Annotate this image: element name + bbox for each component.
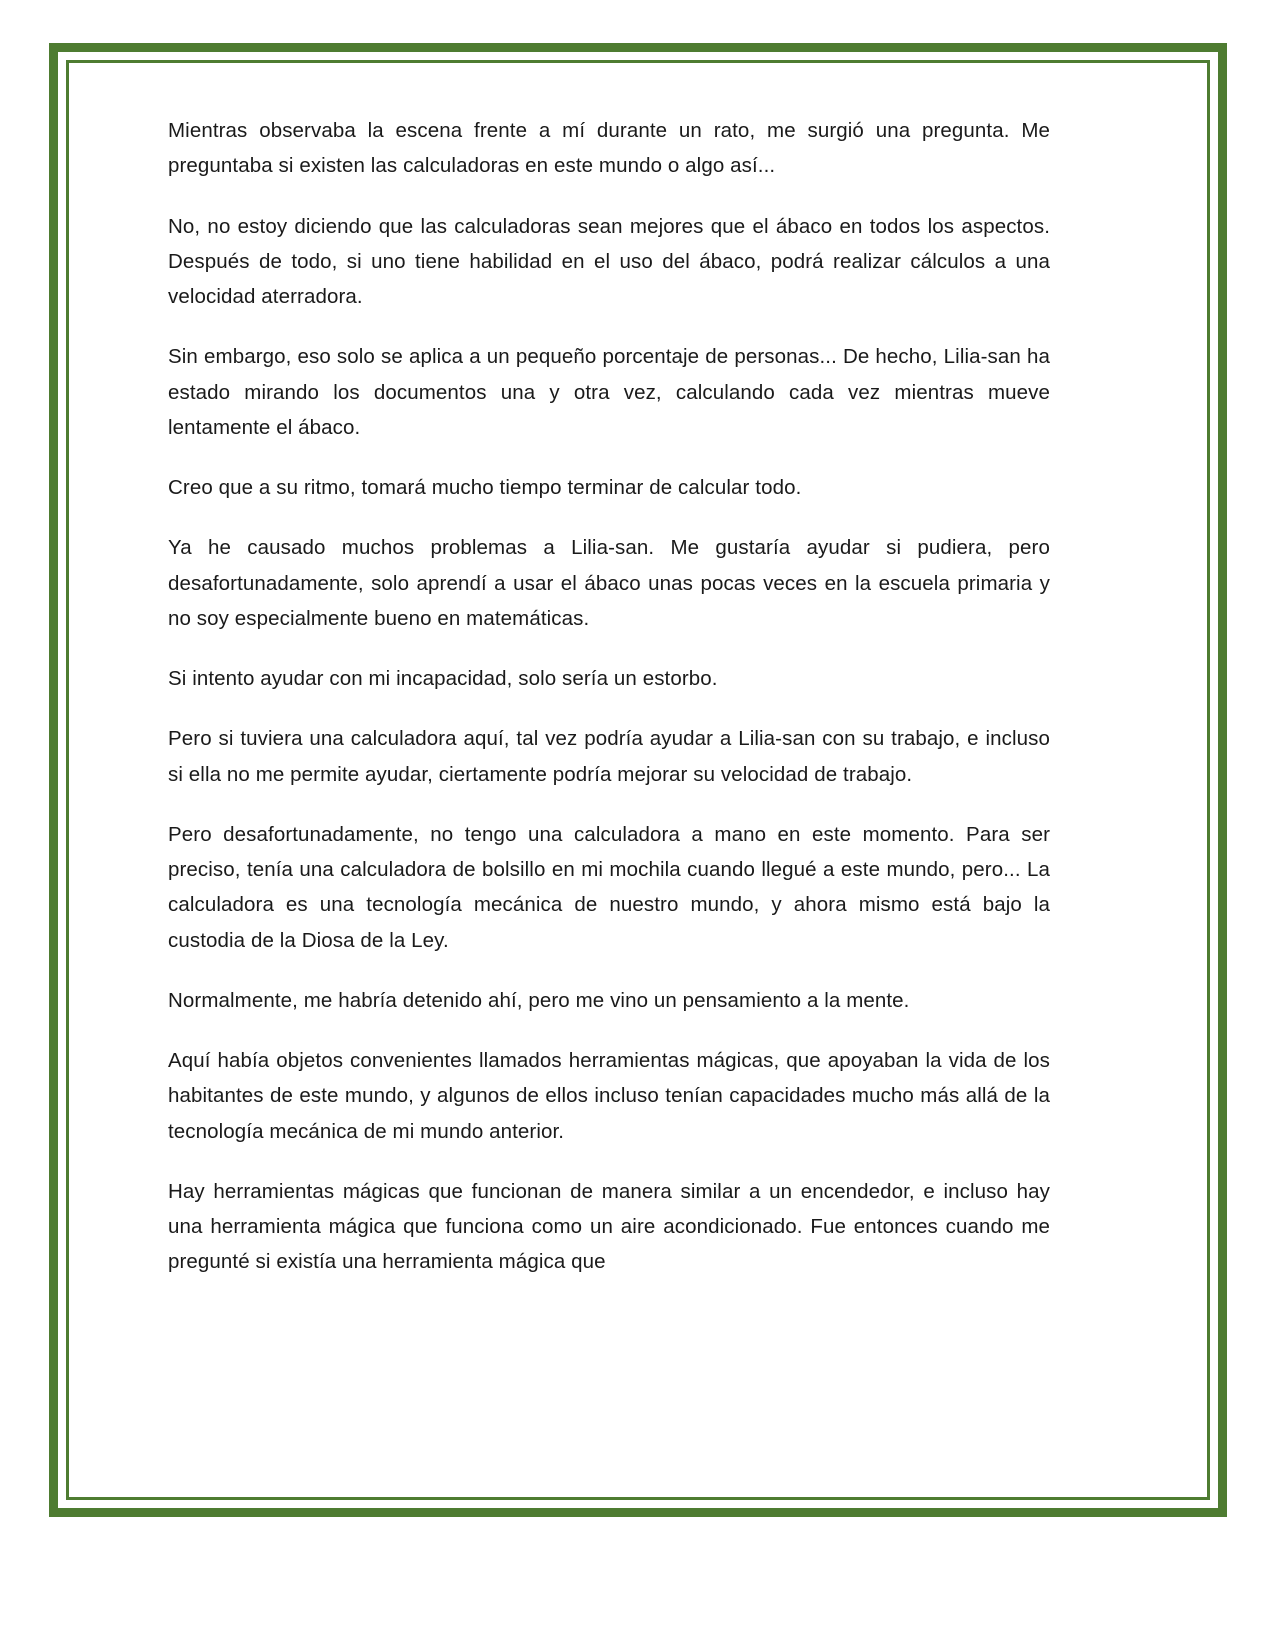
paragraph: No, no estoy diciendo que las calculadoras sean mejores que el ábaco en todos los aspectos. Después de todo, si uno tiene habilidad en el uso del ábaco, podrá realizar cálculos a una velocidad aterradora. — [168, 214, 1050, 308]
paragraph: Ya he causado muchos problemas a Lilia-san. Me gustaría ayudar si pudiera, pero desafortunadamente, solo aprendí a usar el ábaco unas pocas veces en la escuela primaria y no soy especialmente bueno en matemáticas. — [168, 536, 1050, 630]
paragraph: Mientras observaba la escena frente a mí durante un rato, me surgió una pregunta. Me preguntaba si existen las calculadoras en este mundo o algo así... — [168, 119, 1050, 178]
paragraph: Sin embargo, eso solo se aplica a un pequeño porcentaje de personas... De hecho, Lilia-san ha estado mirando los documentos una y otra vez, calculando cada vez mientras mueve lentamente el ábaco. — [168, 345, 1050, 439]
paragraph: Aquí había objetos convenientes llamados herramientas mágicas, que apoyaban la vida de los habitantes de este mundo, y algunos de ellos incluso tenían capacidades mucho más allá de la tecnología mecánica de mi mundo anterior. — [168, 1049, 1050, 1143]
paragraph: Hay herramientas mágicas que funcionan de manera similar a un encendedor, e incluso hay una herramienta mágica que funciona como un aire acondicionado. Fue entonces cuando me pregunté si existía una herramienta mágica que — [168, 1179, 1050, 1274]
paragraph: Pero desafortunadamente, no tengo una calculadora a mano en este momento. Para ser preciso, tenía una calculadora de bolsillo en mi mochila cuando llegué a este mundo, pero... La calculadora es una tecnología mecánica de nuestro mundo, y ahora mismo está bajo la custodia de la Diosa de la Ley. — [168, 822, 1050, 952]
document-body — [168, 113, 1050, 1280]
paragraph: Normalmente, me habría detenido ahí, pero me vino un pensamiento a la mente. — [168, 988, 910, 1012]
paragraph: Creo que a su ritmo, tomará mucho tiempo terminar de calcular todo. — [168, 476, 802, 499]
paragraph: Si intento ayudar con mi incapacidad, solo sería un estorbo. — [168, 667, 718, 690]
paragraph: Pero si tuviera una calculadora aquí, tal vez podría ayudar a Lilia-san con su trabajo, e incluso si ella no me permite ayudar, ciertamente podría mejorar su velocidad de trabajo. — [168, 727, 1050, 786]
